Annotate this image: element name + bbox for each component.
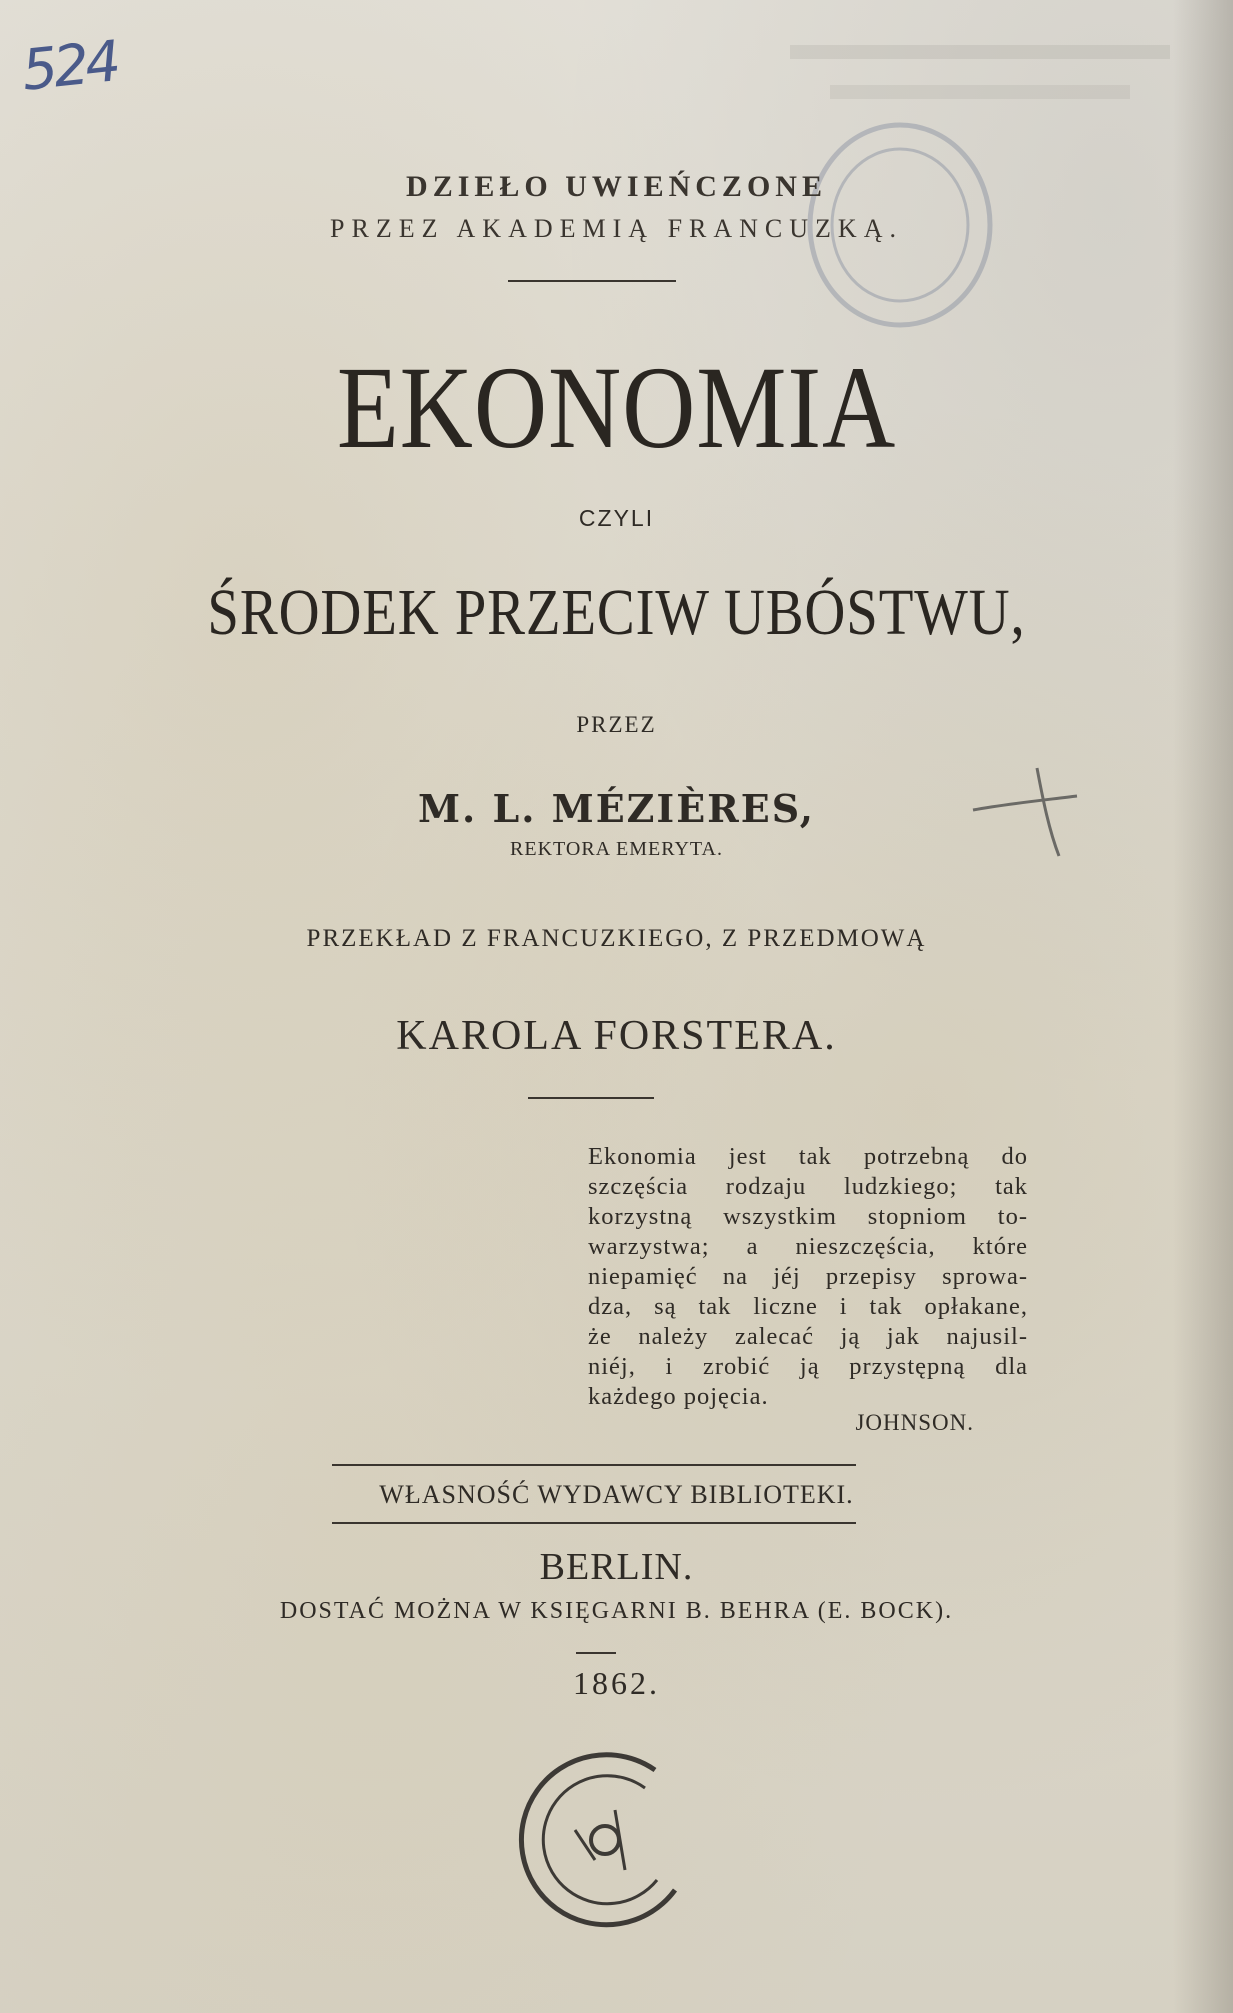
epigraph-text — [588, 1142, 1028, 1412]
epigraph-line: korzystną wszystkim stopniom to- — [588, 1203, 1028, 1230]
epigraph-line: szczęścia rodzaju ludzkiego; tak — [588, 1173, 1028, 1200]
publication-city: BERLIN. — [539, 1546, 694, 1588]
distributor: DOSTAĆ MOŻNA W KSIĘGARNI B. BEHRA (E. BOCK). — [279, 1598, 954, 1624]
epigraph-line: dza, są tak liczne i tak opłakane, — [588, 1293, 1028, 1320]
library-stamp-icon — [505, 1740, 705, 1940]
divider-year — [576, 1652, 616, 1654]
translation-note: PRZEKŁAD Z FRANCUZKIEGO, Z PRZEDMOWĄ — [306, 925, 927, 952]
epigraph-line: niéj, i zrobić ją przystępną dla — [588, 1353, 1028, 1380]
epigraph-line: niepamięć na jéj przepisy sprowa- — [588, 1263, 1028, 1290]
book-subtitle: ŚRODEK PRZECIW UBÓSTWU, — [207, 576, 1026, 649]
epigraph-author: JOHNSON. — [855, 1410, 974, 1435]
handwritten-shelf-number: 524 — [18, 29, 121, 104]
publication-year: 1862. — [573, 1665, 660, 1701]
author-title: REKTORA EMERYTA. — [510, 838, 723, 860]
book-title: EKONOMIA — [336, 342, 897, 473]
pencil-cross-icon — [965, 760, 1085, 860]
award-line-2: PRZEZ AKADEMIĄ FRANCUZKĄ. — [330, 214, 903, 243]
bleed-through-stamp-icon — [770, 20, 1190, 130]
epigraph-line: każdego pojęcia. — [588, 1383, 769, 1410]
author-by: PRZEZ — [576, 712, 657, 737]
divider-property-top — [332, 1464, 856, 1466]
divider-top — [508, 280, 676, 282]
epigraph-line: że należy zalecać ją jak najusil- — [588, 1323, 1028, 1350]
award-line-1: DZIEŁO UWIEŃCZONE — [406, 170, 827, 203]
divider-property-bottom — [332, 1522, 856, 1524]
divider-middle — [528, 1097, 654, 1099]
epigraph-line: warzystwa; a nieszczęścia, które — [588, 1233, 1028, 1260]
publisher-property: WŁASNOŚĆ WYDAWCY BIBLIOTEKI. — [379, 1480, 854, 1509]
author-name: M. L. MÉZIÈRES, — [417, 786, 816, 831]
translator-name: KAROLA FORSTERA. — [396, 1013, 837, 1059]
epigraph-line: Ekonomia jest tak potrzebną do — [588, 1143, 1028, 1170]
title-connector: CZYLI — [578, 505, 655, 531]
page-edge-shadow — [1173, 0, 1233, 2013]
